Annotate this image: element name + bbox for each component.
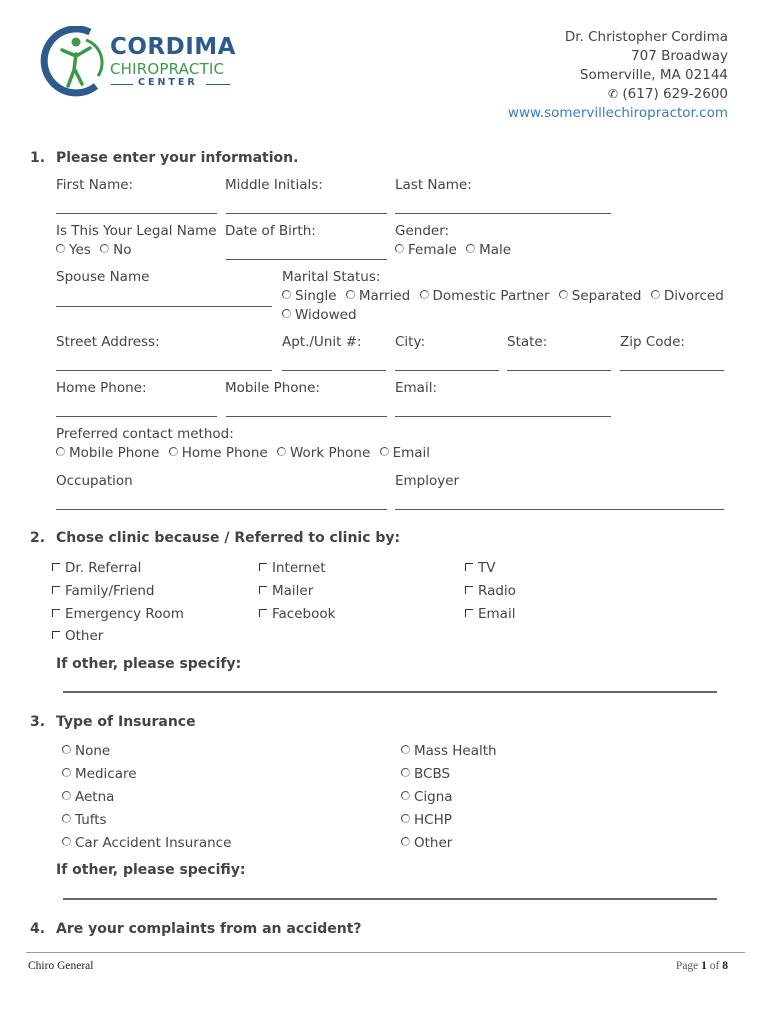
middle-initials-field[interactable] [226, 213, 387, 214]
insurance-col-1 [62, 740, 231, 855]
apt-field[interactable] [282, 370, 386, 371]
city-field[interactable] [395, 370, 499, 371]
street-address: 707 Broadway [631, 48, 728, 64]
section-4-number: 4. [30, 921, 46, 937]
legal-name-label: Is This Your Legal Name [56, 223, 217, 239]
insurance-bcbs-radio[interactable]: BCBS [401, 763, 497, 786]
insurance-masshealth-radio[interactable]: Mass Health [401, 740, 497, 763]
insurance-col-2 [401, 740, 497, 855]
contact-email-radio[interactable]: Email [380, 445, 430, 461]
referral-radio-checkbox[interactable]: Radio [465, 580, 516, 603]
referral-tv-checkbox[interactable]: TV [465, 557, 516, 580]
insurance-car-radio[interactable]: Car Accident Insurance [62, 832, 231, 855]
preferred-contact-label: Preferred contact method: [56, 426, 234, 442]
insurance-hchp-radio[interactable]: HCHP [401, 809, 497, 832]
logo [38, 26, 238, 98]
street-label: Street Address: [56, 334, 160, 350]
email-field[interactable] [395, 416, 611, 417]
referral-family-checkbox[interactable]: Family/Friend [52, 580, 184, 603]
mobile-phone-label: Mobile Phone: [225, 380, 320, 396]
middle-initials-label: Middle Initials: [225, 177, 323, 193]
section-2-number: 2. [30, 530, 46, 546]
legal-yes-radio[interactable]: Yes [56, 242, 96, 258]
gender-male-radio[interactable]: Male [466, 242, 511, 258]
home-phone-label: Home Phone: [56, 380, 147, 396]
zip-label: Zip Code: [620, 334, 685, 350]
phone-number: (617) 629-2600 [622, 86, 728, 102]
logo-emblem-icon [38, 26, 108, 98]
marital-separated-radio[interactable]: Separated [559, 288, 647, 304]
city-state-zip: Somerville, MA 02144 [579, 67, 728, 83]
referral-internet-checkbox[interactable]: Internet [259, 557, 335, 580]
insurance-medicare-radio[interactable]: Medicare [62, 763, 231, 786]
marital-married-radio[interactable]: Married [346, 288, 415, 304]
section-2-title: Chose clinic because / Referred to clinic by: [56, 530, 401, 546]
last-name-field[interactable] [395, 213, 611, 214]
occupation-field[interactable] [56, 509, 387, 510]
section-3-title: Type of Insurance [56, 714, 196, 730]
first-name-label: First Name: [56, 177, 134, 193]
insurance-aetna-radio[interactable]: Aetna [62, 786, 231, 809]
gender-options [395, 242, 511, 258]
dob-field[interactable] [226, 259, 387, 260]
referral-email-checkbox[interactable]: Email [465, 603, 516, 626]
logo-center-text: CENTER [138, 77, 198, 88]
marital-widowed-radio[interactable]: Widowed [282, 307, 357, 323]
insurance-specify-field[interactable] [63, 898, 717, 900]
preferred-contact-options [56, 445, 430, 461]
section-1-number: 1. [30, 150, 46, 166]
marital-domestic-radio[interactable]: Domestic Partner [420, 288, 555, 304]
footer-page-number: Page 1 of 8 [675, 960, 728, 972]
apt-label: Apt./Unit #: [282, 334, 362, 350]
doctor-name: Dr. Christopher Cordima [564, 29, 728, 45]
referral-col-3 [465, 557, 516, 626]
insurance-other-radio[interactable]: Other [401, 832, 497, 855]
marital-options [282, 288, 724, 304]
spouse-field[interactable] [56, 306, 272, 307]
legal-no-radio[interactable]: No [100, 242, 131, 258]
contact-work-radio[interactable]: Work Phone [277, 445, 375, 461]
legal-name-options [56, 242, 131, 258]
section-3-number: 3. [30, 714, 46, 730]
referral-other-checkbox[interactable]: Other [52, 626, 184, 647]
state-label: State: [507, 334, 548, 350]
referral-specify-label: If other, please specify: [56, 656, 242, 672]
city-label: City: [395, 334, 426, 350]
footer-divider [26, 952, 745, 953]
spouse-label: Spouse Name [56, 269, 150, 285]
insurance-none-radio[interactable]: None [62, 740, 231, 763]
employer-label: Employer [395, 473, 460, 489]
referral-facebook-checkbox[interactable]: Facebook [259, 603, 335, 626]
street-field[interactable] [56, 370, 272, 371]
referral-er-checkbox[interactable]: Emergency Room [52, 603, 184, 626]
home-phone-field[interactable] [56, 416, 217, 417]
marital-divorced-radio[interactable]: Divorced [651, 288, 724, 304]
gender-female-radio[interactable]: Female [395, 242, 462, 258]
logo-subtitle: CHIROPRACTIC [110, 60, 225, 78]
insurance-specify-label: If other, please specifiy: [56, 862, 246, 878]
contact-mobile-radio[interactable]: Mobile Phone [56, 445, 164, 461]
referral-specify-field[interactable] [63, 691, 717, 693]
gender-label: Gender: [395, 223, 450, 239]
marital-single-radio[interactable]: Single [282, 288, 342, 304]
logo-name: CORDIMA [110, 34, 236, 60]
mobile-phone-field[interactable] [226, 416, 387, 417]
marital-label: Marital Status: [282, 269, 381, 285]
insurance-cigna-radio[interactable]: Cigna [401, 786, 497, 809]
phone-icon: ✆ [608, 87, 619, 101]
section-1-title: Please enter your information. [56, 150, 299, 166]
referral-col-2 [259, 557, 335, 626]
referral-col-1 [52, 557, 184, 647]
zip-field[interactable] [620, 370, 724, 371]
referral-mailer-checkbox[interactable]: Mailer [259, 580, 335, 603]
insurance-tufts-radio[interactable]: Tufts [62, 809, 231, 832]
last-name-label: Last Name: [395, 177, 472, 193]
referral-dr-checkbox[interactable]: Dr. Referral [52, 557, 184, 580]
occupation-label: Occupation [56, 473, 133, 489]
contact-home-radio[interactable]: Home Phone [169, 445, 273, 461]
dob-label: Date of Birth: [225, 223, 316, 239]
contact-block [408, 28, 728, 123]
website-link[interactable]: www.somervillechiropractor.com [507, 105, 728, 121]
employer-field[interactable] [395, 509, 724, 510]
footer-doc-name: Chiro General [28, 960, 94, 972]
email-label: Email: [395, 380, 438, 396]
first-name-field[interactable] [56, 213, 217, 214]
section-4-title: Are your complaints from an accident? [56, 921, 362, 937]
state-field[interactable] [507, 370, 611, 371]
